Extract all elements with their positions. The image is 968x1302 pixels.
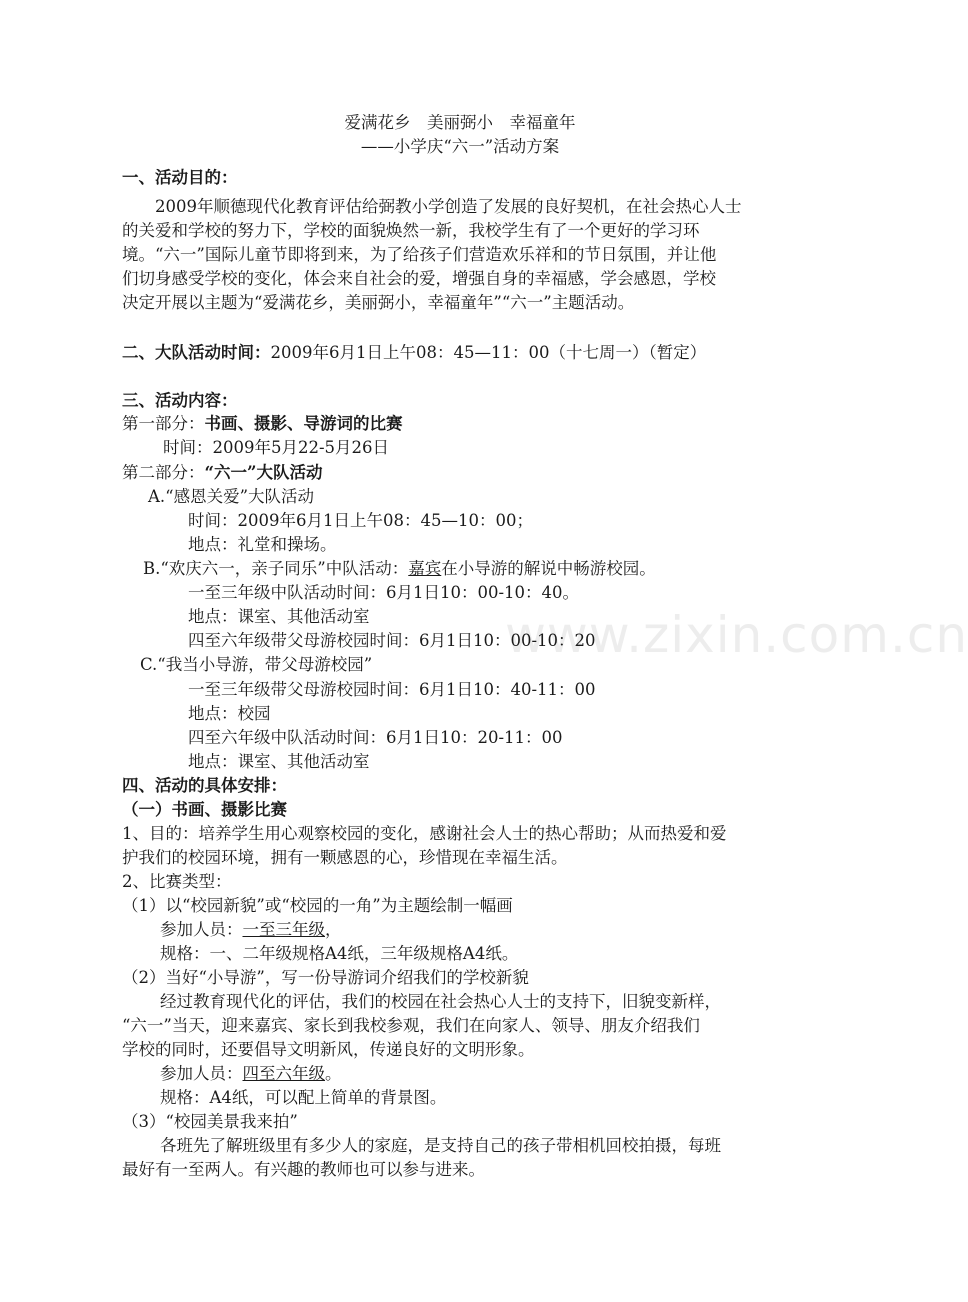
section-time bbox=[122, 341, 706, 365]
type-2-para-line-3: 学校的同时，还要倡导文明新风，传递良好的文明形象。 bbox=[122, 1040, 535, 1059]
activity-c-line-2: 地点：校园 bbox=[188, 704, 271, 723]
type-2-participants-label: 参加人员： bbox=[160, 1064, 243, 1083]
activity-c-line-1: 一至三年级带父母游校园时间：6月1日10：40-11：00 bbox=[188, 680, 596, 699]
part-2 bbox=[122, 461, 322, 485]
part-1 bbox=[122, 412, 403, 436]
type-2-spec: 规格：A4纸，可以配上简单的背景图。 bbox=[160, 1088, 447, 1107]
type-1-participants-label: 参加人员： bbox=[160, 920, 243, 939]
section-heading-arrangement: 四、活动的具体安排： bbox=[122, 776, 287, 795]
activity-b-line-3: 四至六年级带父母游校园时间：6月1日10：00-10：20 bbox=[188, 631, 596, 650]
type-3-para-line-1: 各班先了解班级里有多少人的家庭，是支持自己的孩子带相机回校拍摄，每班 bbox=[160, 1136, 721, 1155]
subsection-heading-contest: （一）书画、摄影比赛 bbox=[122, 800, 287, 819]
activity-b-title bbox=[143, 557, 656, 581]
part-1-prefix: 第一部分： bbox=[122, 414, 205, 433]
doc-title: 爱满花乡 美丽弼小 幸福童年 bbox=[344, 113, 576, 132]
activity-b-line-1: 一至三年级中队活动时间：6月1日10：00-10：40。 bbox=[188, 583, 580, 602]
type-2-participants-value: 四至六年级 bbox=[242, 1064, 325, 1083]
part-2-title: “六一”大队活动 bbox=[204, 463, 323, 482]
activity-a-title: A.“感恩关爱”大队活动 bbox=[148, 487, 315, 506]
type-3-title: （3）“校园美景我来拍” bbox=[122, 1112, 298, 1131]
activity-b-title-guest: 嘉宾 bbox=[408, 559, 442, 578]
type-3-para-line-2: 最好有一至两人。有兴趣的教师也可以参与进来。 bbox=[122, 1160, 485, 1179]
activity-a-time: 时间：2009年6月1日上午08：45—10：00； bbox=[188, 511, 533, 530]
activity-c-line-3: 四至六年级中队活动时间：6月1日10：20-11：00 bbox=[188, 728, 563, 747]
purpose-line-1: 2009年顺德现代化教育评估给弼教小学创造了发展的良好契机，在社会热心人士 bbox=[155, 197, 742, 216]
purpose-line-3: 境。“六一”国际儿童节即将到来，为了给孩子们营造欢乐祥和的节日氛围，并让他 bbox=[122, 245, 717, 264]
doc-subtitle: ——小学庆“六一”活动方案 bbox=[360, 137, 560, 156]
purpose-line-5: 决定开展以主题为“爱满花乡，美丽弼小，幸福童年”“六一”主题活动。 bbox=[122, 293, 635, 312]
type-1-title: （1）以“校园新貌”或“校园的一角”为主题绘制一幅画 bbox=[122, 896, 513, 915]
purpose-line-4: 们切身感受学校的变化，体会来自社会的爱，增强自身的幸福感，学会感恩，学校 bbox=[122, 269, 716, 288]
type-2-participants bbox=[160, 1062, 342, 1086]
type-1-participants-end: ， bbox=[325, 920, 342, 939]
activity-c-title: C.“我当小导游，带父母游校园” bbox=[140, 655, 373, 674]
goal-line-2: 护我们的校园环境，拥有一颗感恩的心，珍惜现在幸福生活。 bbox=[122, 848, 568, 867]
type-2-para-line-2: “六一”当天，迎来嘉宾、家长到我校参观，我们在向家人、领导、朋友介绍我们 bbox=[122, 1016, 700, 1035]
watermark: www.zixin.com.cn bbox=[505, 606, 968, 664]
part-1-time: 时间：2009年5月22-5月26日 bbox=[163, 438, 390, 457]
section-heading-content: 三、活动内容： bbox=[122, 391, 238, 410]
activity-b-title-pre: B.“欢庆六一，亲子同乐”中队活动： bbox=[143, 559, 409, 578]
contest-types: 2、比赛类型： bbox=[122, 872, 232, 891]
section-heading-purpose: 一、活动目的： bbox=[122, 168, 238, 187]
type-1-spec: 规格：一、二年级规格A4纸，三年级规格A4纸。 bbox=[160, 944, 519, 963]
type-2-participants-end: 。 bbox=[325, 1064, 342, 1083]
type-2-title: （2）当好“小导游”，写一份导游词介绍我们的学校新貌 bbox=[122, 968, 529, 987]
goal-line-1: 1、目的：培养学生用心观察校园的变化，感谢社会人士的热心帮助；从而热爱和爱 bbox=[122, 824, 727, 843]
part-1-title: 书画、摄影、导游词的比赛 bbox=[204, 414, 403, 433]
activity-a-place: 地点：礼堂和操场。 bbox=[188, 535, 337, 554]
activity-b-line-2: 地点：课室、其他活动室 bbox=[188, 607, 370, 626]
time-value: 2009年6月1日上午08：45—11：00（十七周一）（暂定） bbox=[270, 343, 707, 362]
type-1-participants bbox=[160, 918, 342, 942]
section-heading-time: 二、大队活动时间： bbox=[122, 343, 271, 362]
activity-b-title-post: 在小导游的解说中畅游校园。 bbox=[441, 559, 656, 578]
part-2-prefix: 第二部分： bbox=[122, 463, 205, 482]
activity-c-line-4: 地点：课室、其他活动室 bbox=[188, 752, 370, 771]
type-1-participants-value: 一至三年级 bbox=[242, 920, 325, 939]
type-2-para-line-1: 经过教育现代化的评估，我们的校园在社会热心人士的支持下，旧貌变新样， bbox=[160, 992, 721, 1011]
purpose-line-2: 的关爱和学校的努力下，学校的面貌焕然一新，我校学生有了一个更好的学习环 bbox=[122, 221, 700, 240]
